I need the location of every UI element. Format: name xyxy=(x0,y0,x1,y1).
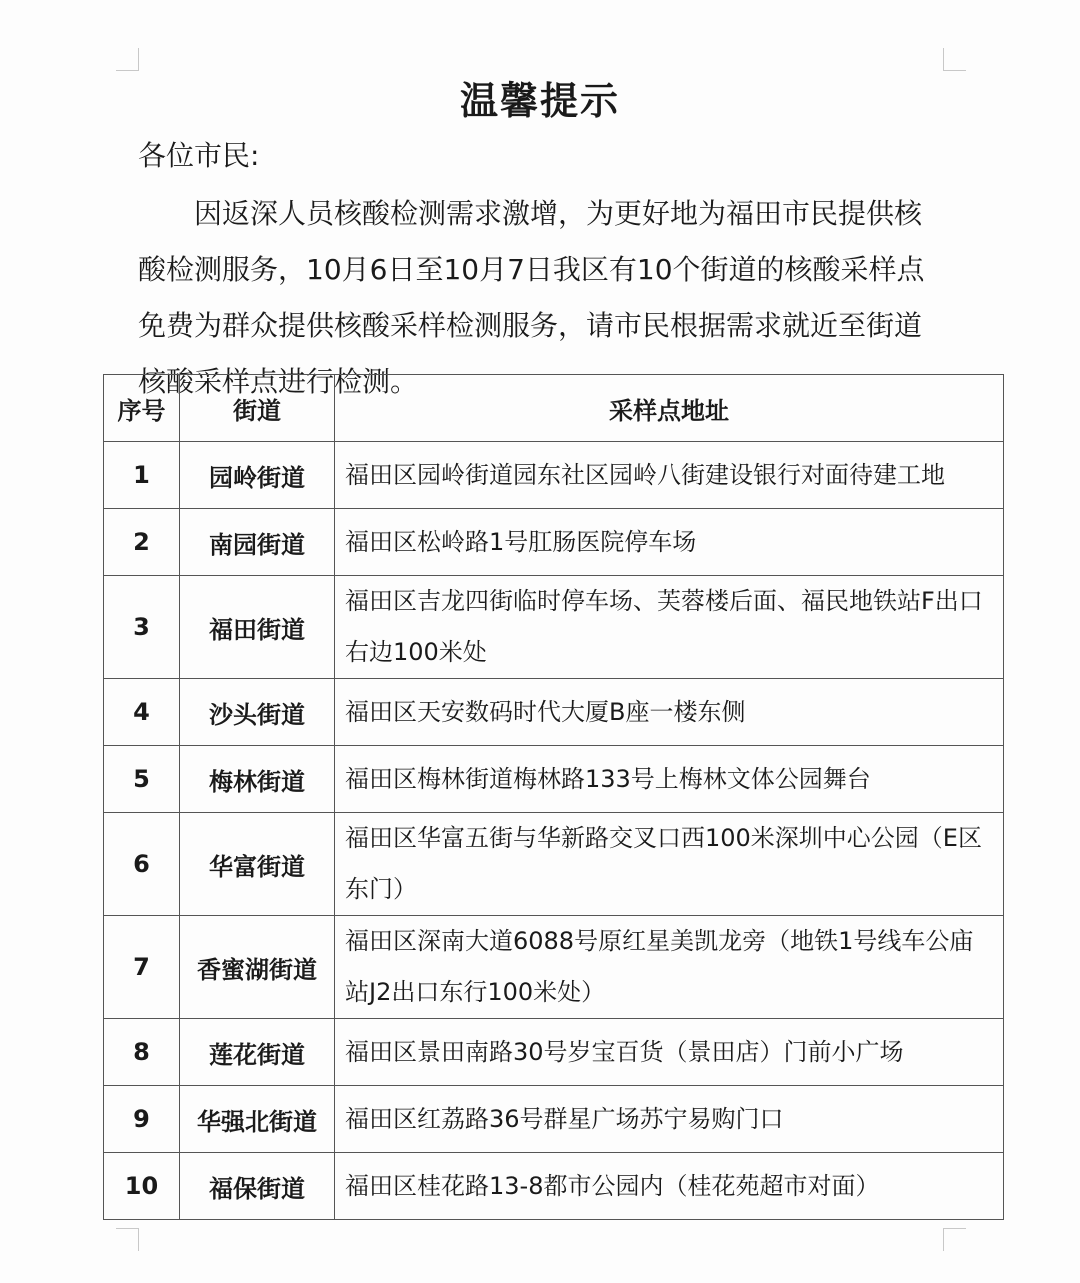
row-number: 5 xyxy=(104,746,180,813)
row-street: 香蜜湖街道 xyxy=(180,916,335,1019)
row-street: 福田街道 xyxy=(180,576,335,679)
row-number: 2 xyxy=(104,509,180,576)
page-corner-mark xyxy=(116,1228,139,1251)
row-address: 福田区红荔路36号群星广场苏宁易购门口 xyxy=(335,1086,1004,1153)
row-street: 福保街道 xyxy=(180,1153,335,1220)
table-row xyxy=(104,1153,1004,1220)
row-address: 福田区天安数码时代大厦B座一楼东侧 xyxy=(335,679,1004,746)
greeting: 各位市民: xyxy=(138,139,260,172)
row-number: 8 xyxy=(104,1019,180,1086)
page-corner-mark xyxy=(116,48,139,71)
header-street: 街道 xyxy=(180,375,335,442)
row-address: 福田区桂花路13-8都市公园内（桂花苑超市对面） xyxy=(335,1153,1004,1220)
row-address: 福田区吉龙四街临时停车场、芙蓉楼后面、福民地铁站F出口右边100米处 xyxy=(335,576,1004,679)
row-street: 华富街道 xyxy=(180,813,335,916)
row-number: 1 xyxy=(104,442,180,509)
table-row xyxy=(104,916,1004,1019)
page-title: 温馨提示 xyxy=(459,79,620,123)
table-row xyxy=(104,813,1004,916)
row-number: 4 xyxy=(104,679,180,746)
row-street: 华强北街道 xyxy=(180,1086,335,1153)
row-street: 莲花街道 xyxy=(180,1019,335,1086)
header-number: 序号 xyxy=(104,375,180,442)
row-number: 3 xyxy=(104,576,180,679)
row-number: 10 xyxy=(104,1153,180,1220)
row-address: 福田区景田南路30号岁宝百货（景田店）门前小广场 xyxy=(335,1019,1004,1086)
table-row xyxy=(104,746,1004,813)
sampling-sites-table xyxy=(103,374,1004,1220)
row-address: 福田区园岭街道园东社区园岭八街建设银行对面待建工地 xyxy=(335,442,1004,509)
row-street: 园岭街道 xyxy=(180,442,335,509)
row-number: 9 xyxy=(104,1086,180,1153)
header-address: 采样点地址 xyxy=(335,375,1004,442)
row-address: 福田区深南大道6088号原红星美凯龙旁（地铁1号线车公庙站J2出口东行100米处） xyxy=(335,916,1004,1019)
row-street: 沙头街道 xyxy=(180,679,335,746)
page-corner-mark xyxy=(943,48,966,71)
row-street: 南园街道 xyxy=(180,509,335,576)
table-row xyxy=(104,1019,1004,1086)
row-address: 福田区梅林街道梅林路133号上梅林文体公园舞台 xyxy=(335,746,1004,813)
row-address: 福田区松岭路1号肛肠医院停车场 xyxy=(335,509,1004,576)
row-street: 梅林街道 xyxy=(180,746,335,813)
row-address: 福田区华富五街与华新路交叉口西100米深圳中心公园（E区东门） xyxy=(335,813,1004,916)
notice-paragraph: 因返深人员核酸检测需求激增，为更好地为福田市民提供核酸检测服务，10月6日至10月7日我区有10个街道的核酸采样点免费为群众提供核酸采样检测服务，请市民根据需求就近至街道核酸采样点进行检测。 xyxy=(138,197,925,398)
table-row xyxy=(104,509,1004,576)
table-row xyxy=(104,1086,1004,1153)
table-header-row xyxy=(104,375,1004,442)
row-number: 7 xyxy=(104,916,180,1019)
table-row xyxy=(104,576,1004,679)
page-corner-mark xyxy=(943,1228,966,1251)
row-number: 6 xyxy=(104,813,180,916)
table-row xyxy=(104,679,1004,746)
table-row xyxy=(104,442,1004,509)
